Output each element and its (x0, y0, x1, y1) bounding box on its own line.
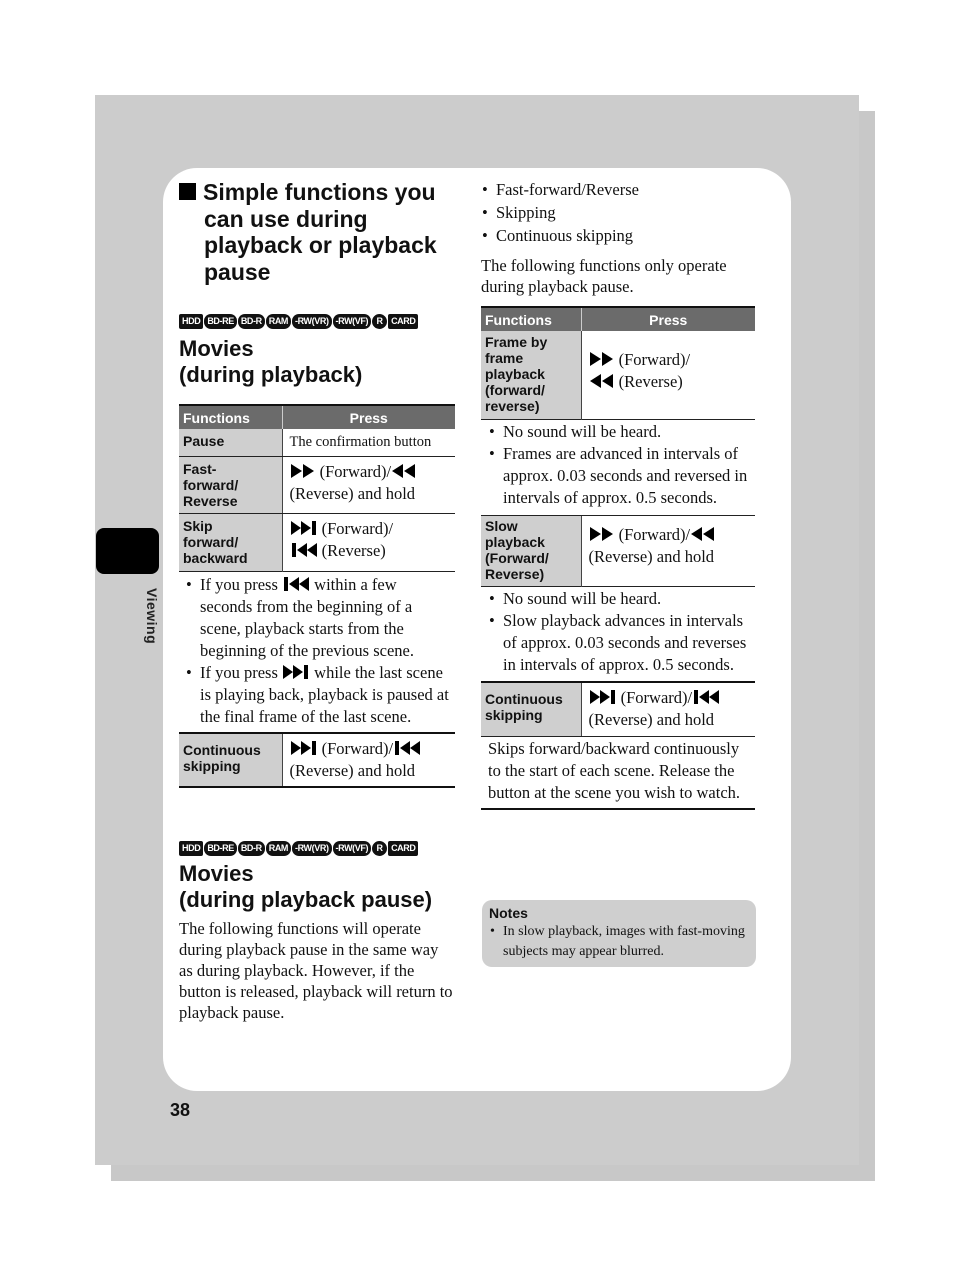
list-item: • Continuous skipping (482, 226, 634, 245)
notes-box (482, 900, 756, 967)
function-cell: Slow playback (Forward/ Reverse) (481, 515, 581, 586)
chapter-label: Viewing (144, 588, 160, 645)
list-item: • No sound will be heard. (489, 588, 662, 608)
table-row (179, 513, 455, 571)
media-badge: BD-R (238, 841, 265, 856)
media-badge: BD-RE (204, 314, 237, 329)
press-cell: (Forward)/ (Reverse) and hold (581, 515, 755, 586)
skip-next-icon (589, 689, 617, 705)
media-badges (179, 841, 418, 856)
media-badge: CARD (388, 314, 418, 329)
table-row (481, 515, 755, 586)
table-header-press: Press (581, 307, 755, 331)
skip-next-icon (282, 664, 310, 680)
table-row (481, 331, 755, 419)
square-bullet-icon (179, 183, 196, 200)
fast-forward-icon (290, 463, 316, 479)
function-cell: Pause (179, 429, 282, 456)
media-badge: -RW(VR) (292, 841, 332, 856)
function-cell: Continuous skipping (481, 682, 581, 737)
function-cell: Frame by frame playback (forward/ reverse) (481, 331, 581, 419)
notes-title: Notes (489, 905, 528, 921)
section-title: Simple functions you can use during playback or playback pause (179, 179, 459, 285)
rewind-icon (391, 463, 417, 479)
press-cell: (Forward)/ (Reverse) (282, 513, 455, 571)
table-row (179, 429, 455, 456)
list-item: • Frames are advanced in intervals of approx. 0.03 seconds and reversed in intervals of approx. 0.5 seconds. (489, 443, 748, 507)
table-row (179, 733, 455, 787)
list-item: • Slow playback advances in intervals of approx. 0.03 seconds and reverses in intervals of approx. 0.5 seconds. (489, 610, 747, 674)
rewind-icon (690, 526, 716, 542)
press-cell: (Forward)/ (Reverse) (581, 331, 755, 419)
media-badge: -RW(VF) (333, 841, 372, 856)
media-badge: BD-R (238, 314, 265, 329)
pause-functions-table (481, 306, 755, 810)
media-badge: BD-RE (204, 841, 237, 856)
frame-notes-cell (481, 419, 755, 515)
media-badge: -RW(VF) (333, 314, 372, 329)
fast-forward-icon (589, 351, 615, 367)
table-row (481, 737, 755, 810)
pause-intro-text: The following functions will operate during playback pause in the same way as during playback. However, if the button is released, playback will return to playback pause. (179, 919, 453, 1022)
movies-pause-title: Movies (during playback pause) (179, 861, 433, 912)
table-row (481, 682, 755, 737)
media-badge: HDD (179, 841, 203, 856)
page-number: 38 (170, 1100, 191, 1120)
table-header-functions: Functions (481, 307, 581, 331)
table-row (179, 571, 455, 733)
pause-only-intro: The following functions only operate during playback pause. (481, 256, 727, 296)
list-item: • Fast-forward/Reverse (482, 180, 639, 199)
function-cell: Continuous skipping (179, 733, 282, 787)
table-header-functions: Functions (179, 405, 282, 429)
table-row (481, 586, 755, 682)
media-badge: R (372, 841, 387, 856)
skip-previous-icon (393, 740, 421, 756)
continuous-note-cell: Skips forward/backward continuously to the start of each scene. Release the button at the scene you wish to watch. (481, 737, 755, 810)
table-row (481, 419, 755, 515)
media-badge: R (372, 314, 387, 329)
list-item: • No sound will be heard. (489, 421, 662, 441)
media-badge: RAM (266, 314, 291, 329)
skip-previous-icon (282, 576, 310, 592)
press-cell: (Forward)/ (Reverse) and hold (581, 682, 755, 737)
media-badges (179, 314, 418, 329)
press-cell: The confirmation button (282, 429, 455, 456)
press-cell: (Forward)/ (Reverse) and hold (282, 456, 455, 513)
skip-next-icon (290, 740, 318, 756)
media-badge: RAM (266, 841, 291, 856)
skip-next-icon (290, 520, 318, 536)
table-header-press: Press (282, 405, 455, 429)
list-item: • Skipping (482, 203, 556, 222)
media-badge: -RW(VR) (292, 314, 332, 329)
fast-forward-icon (589, 526, 615, 542)
function-cell: Skip forward/ backward (179, 513, 282, 571)
skip-notes-cell (179, 571, 455, 733)
chapter-tab (96, 528, 159, 574)
table-row (179, 456, 455, 513)
media-badge: HDD (179, 314, 203, 329)
list-item: • If you press within a few seconds from the beginning of a scene, playback starts from the beginning of the previous scene. (186, 574, 414, 660)
slow-notes-cell (481, 586, 755, 682)
press-cell: (Forward)/ (Reverse) and hold (282, 733, 455, 787)
playback-functions-table (179, 404, 455, 788)
function-cell: Fast- forward/ Reverse (179, 456, 282, 513)
rewind-icon (589, 373, 615, 389)
function-list (481, 178, 761, 247)
list-item: • If you press while the last scene is playing back, playback is paused at the final frame of the last scene. (186, 662, 449, 726)
media-badge: CARD (388, 841, 418, 856)
list-item: • In slow playback, images with fast-moving subjects may appear blurred. (490, 924, 745, 959)
movies-playback-title: Movies (during playback) (179, 336, 363, 387)
skip-previous-icon (692, 689, 720, 705)
skip-previous-icon (290, 542, 318, 558)
